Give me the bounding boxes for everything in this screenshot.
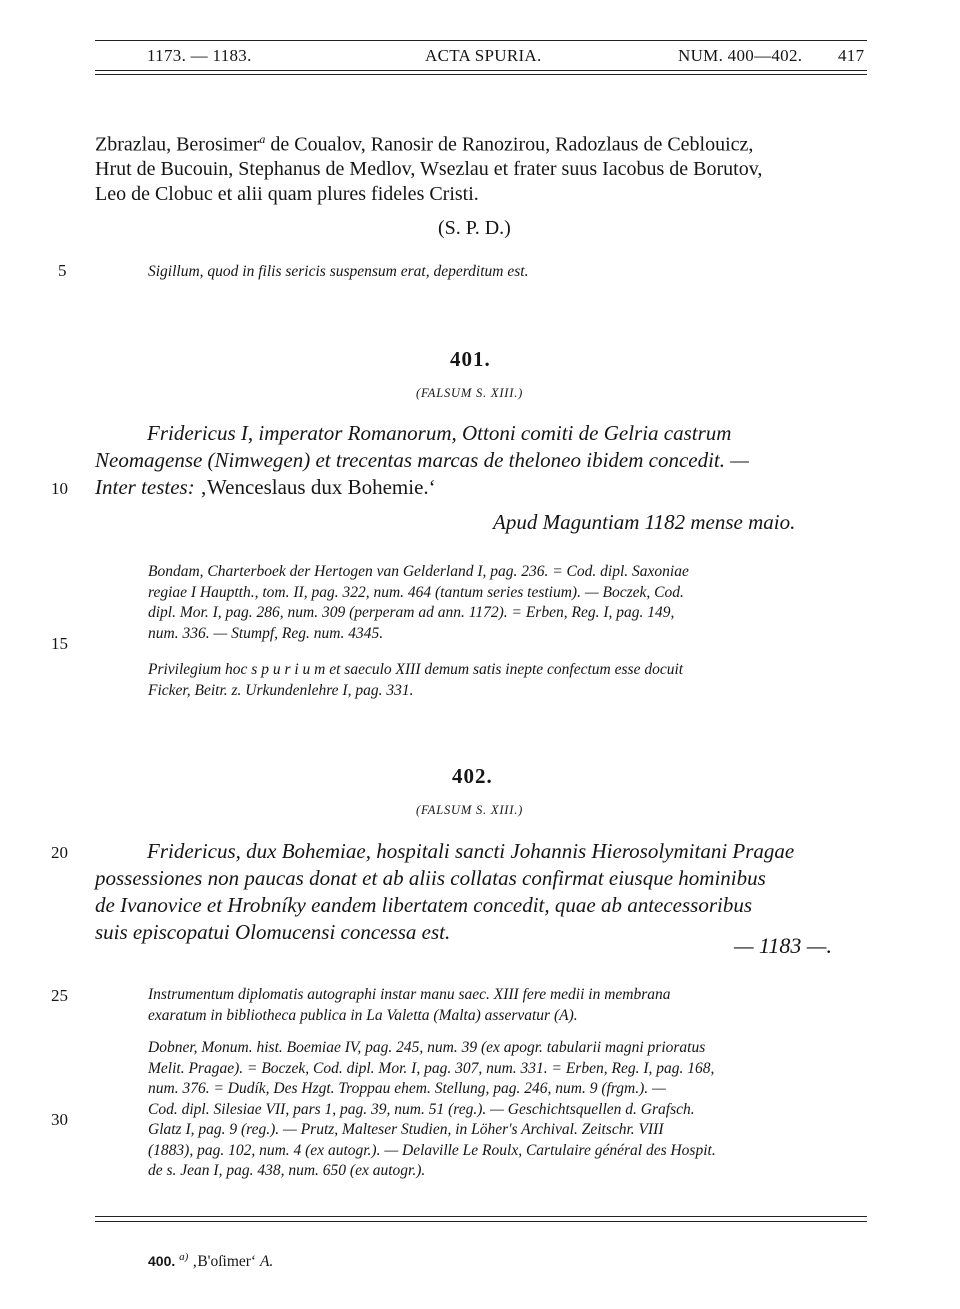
intro-line: Zbrazlau, Berosimer$^a$ de Coualov, Ranosir de Ranozirou, Radozlaus de Ceblouicz, — [95, 132, 754, 156]
biblio-line: num. 336. — Stumpf, Reg. num. 4345. — [148, 624, 384, 642]
note-line: Privilegium hoc s p u r i u m et saeculo XIII demum satis inepte confectum esse docuit — [148, 661, 684, 678]
header-title: ACTA SPURIA. — [425, 46, 542, 65]
header-num-range: NUM. 400—402. — [678, 46, 803, 65]
instrumentum-402 — [148, 985, 866, 1026]
falsum-label-401: (FALSUM S. XIII.) — [416, 386, 524, 400]
rubric-line: Fridericus I, imperator Romanorum, Ottoni comiti de Gelria castrum — [147, 421, 732, 445]
rubric-line: Neomagense (Nimwegen) et trecentas marcas de theloneo ibidem concedit. — — [95, 448, 749, 472]
rubric-line: de Ivanovice et Hrobníky eandem libertatem concedit, quae ab antecessoribus — [95, 893, 753, 917]
footnote — [148, 1251, 273, 1271]
biblio-line: Cod. dipl. Silesiae VII, pars 1, pag. 39, num. 51 (reg.). — Geschichtsquellen d. Grafsch. — [148, 1100, 695, 1118]
line-number: 30 — [51, 1110, 68, 1129]
page-number: 417 — [838, 46, 865, 65]
document-number-402: 402. — [452, 764, 493, 788]
rubric-line: Inter testes: ‚Wenceslaus dux Bohemie.‘ — [95, 475, 436, 499]
footnote-text: ‚B'oſimer‘ — [188, 1253, 260, 1271]
bibliography-401 — [148, 562, 866, 644]
instrumentum-line: Instrumentum diplomatis autographi instar manu saec. XIII fere medii in membrana — [148, 986, 671, 1003]
bibliography-402 — [148, 1038, 866, 1182]
intro-paragraph — [95, 127, 867, 206]
footnote-mark: a — [259, 132, 266, 146]
biblio-line: Bondam, Charterboek der Hertogen van Gelderland I, pag. 236. = Cod. dipl. Saxoniae — [148, 563, 689, 580]
rubric-402 — [95, 838, 867, 946]
biblio-line: Dobner, Monum. hist. Boemiae IV, pag. 245, num. 39 (ex apogr. tabularii magni prioratus — [148, 1039, 706, 1056]
header-bottom-rule-2 — [95, 74, 867, 75]
biblio-line: Glatz I, pag. 9 (reg.). — Prutz, Malteser Studien, in Löher's Archival. Zeitschr. VIII — [148, 1121, 664, 1138]
header-year-range: 1173. — 1183. — [147, 46, 252, 65]
biblio-line: de s. Jean I, pag. 438, num. 650 (ex autogr.). — [148, 1162, 426, 1179]
footnote-rule-2 — [95, 1221, 867, 1222]
footnote-mark: a) — [179, 1251, 189, 1263]
rubric-line: Fridericus, dux Bohemiae, hospitali sancti Johannis Hierosolymitani Pragae — [147, 839, 795, 863]
intro-line: Leo de Clobuc et alii quam plures fideles Cristi. — [95, 182, 479, 205]
note-401 — [148, 660, 866, 701]
biblio-line: regiae I Hauptth., tom. II, pag. 322, num. 464 (tantum series testium). — Boczek, Cod. — [148, 583, 684, 601]
line-number: 10 — [51, 479, 68, 498]
note-line: Ficker, Beitr. z. Urkundenlehre I, pag. 331. — [148, 681, 414, 699]
spd-mark: (S. P. D.) — [438, 217, 511, 239]
biblio-line: num. 376. = Dudík, Des Hzgt. Troppau ehem. Stellung, pag. 246, num. 9 (frgm.). — — [148, 1080, 666, 1097]
date-401: Apud Maguntiam 1182 mense maio. — [493, 510, 796, 534]
footnote-source: A. — [259, 1253, 274, 1271]
document-number-401: 401. — [450, 347, 491, 371]
biblio-line: dipl. Mor. I, pag. 286, num. 309 (perperam ad ann. 1172). = Erben, Reg. I, pag. 149, — [148, 604, 675, 621]
sigillum-note: Sigillum, quod in filis sericis suspensum erat, deperditum est. — [148, 263, 529, 280]
rubric-line: suis episcopatui Olomucensi concessa est. — [95, 920, 451, 944]
biblio-line: (1883), pag. 102, num. 4 (ex autogr.). — Delaville Le Roulx, Cartulaire général des Hospit. — [148, 1141, 716, 1159]
header-top-rule — [95, 40, 867, 41]
rubric-401 — [95, 420, 867, 501]
line-number: 5 — [58, 261, 67, 280]
line-number: 20 — [51, 843, 68, 862]
intro-line: Hrut de Bucouin, Stephanus de Medlov, Wsezlau et frater suus Iacobus de Borutov, — [95, 158, 763, 181]
header-bottom-rule — [95, 70, 867, 71]
falsum-label-402: (FALSUM S. XIII.) — [416, 803, 524, 817]
footnote-ref: 400. — [148, 1253, 176, 1270]
line-number: 15 — [51, 634, 68, 653]
date-402: — 1183 —. — [734, 933, 832, 958]
rubric-line: possessiones non paucas donat et ab aliis collatas confirmat eiusque hominibus — [95, 866, 766, 890]
line-number: 25 — [51, 986, 68, 1005]
footnote-rule — [95, 1216, 867, 1217]
biblio-line: Melit. Pragae). = Boczek, Cod. dipl. Mor. I, pag. 307, num. 331. = Erben, Reg. I, pag. 168, — [148, 1059, 715, 1077]
instrumentum-line: exaratum in bibliotheca publica in La Valetta (Malta) asservatur (A). — [148, 1006, 578, 1024]
